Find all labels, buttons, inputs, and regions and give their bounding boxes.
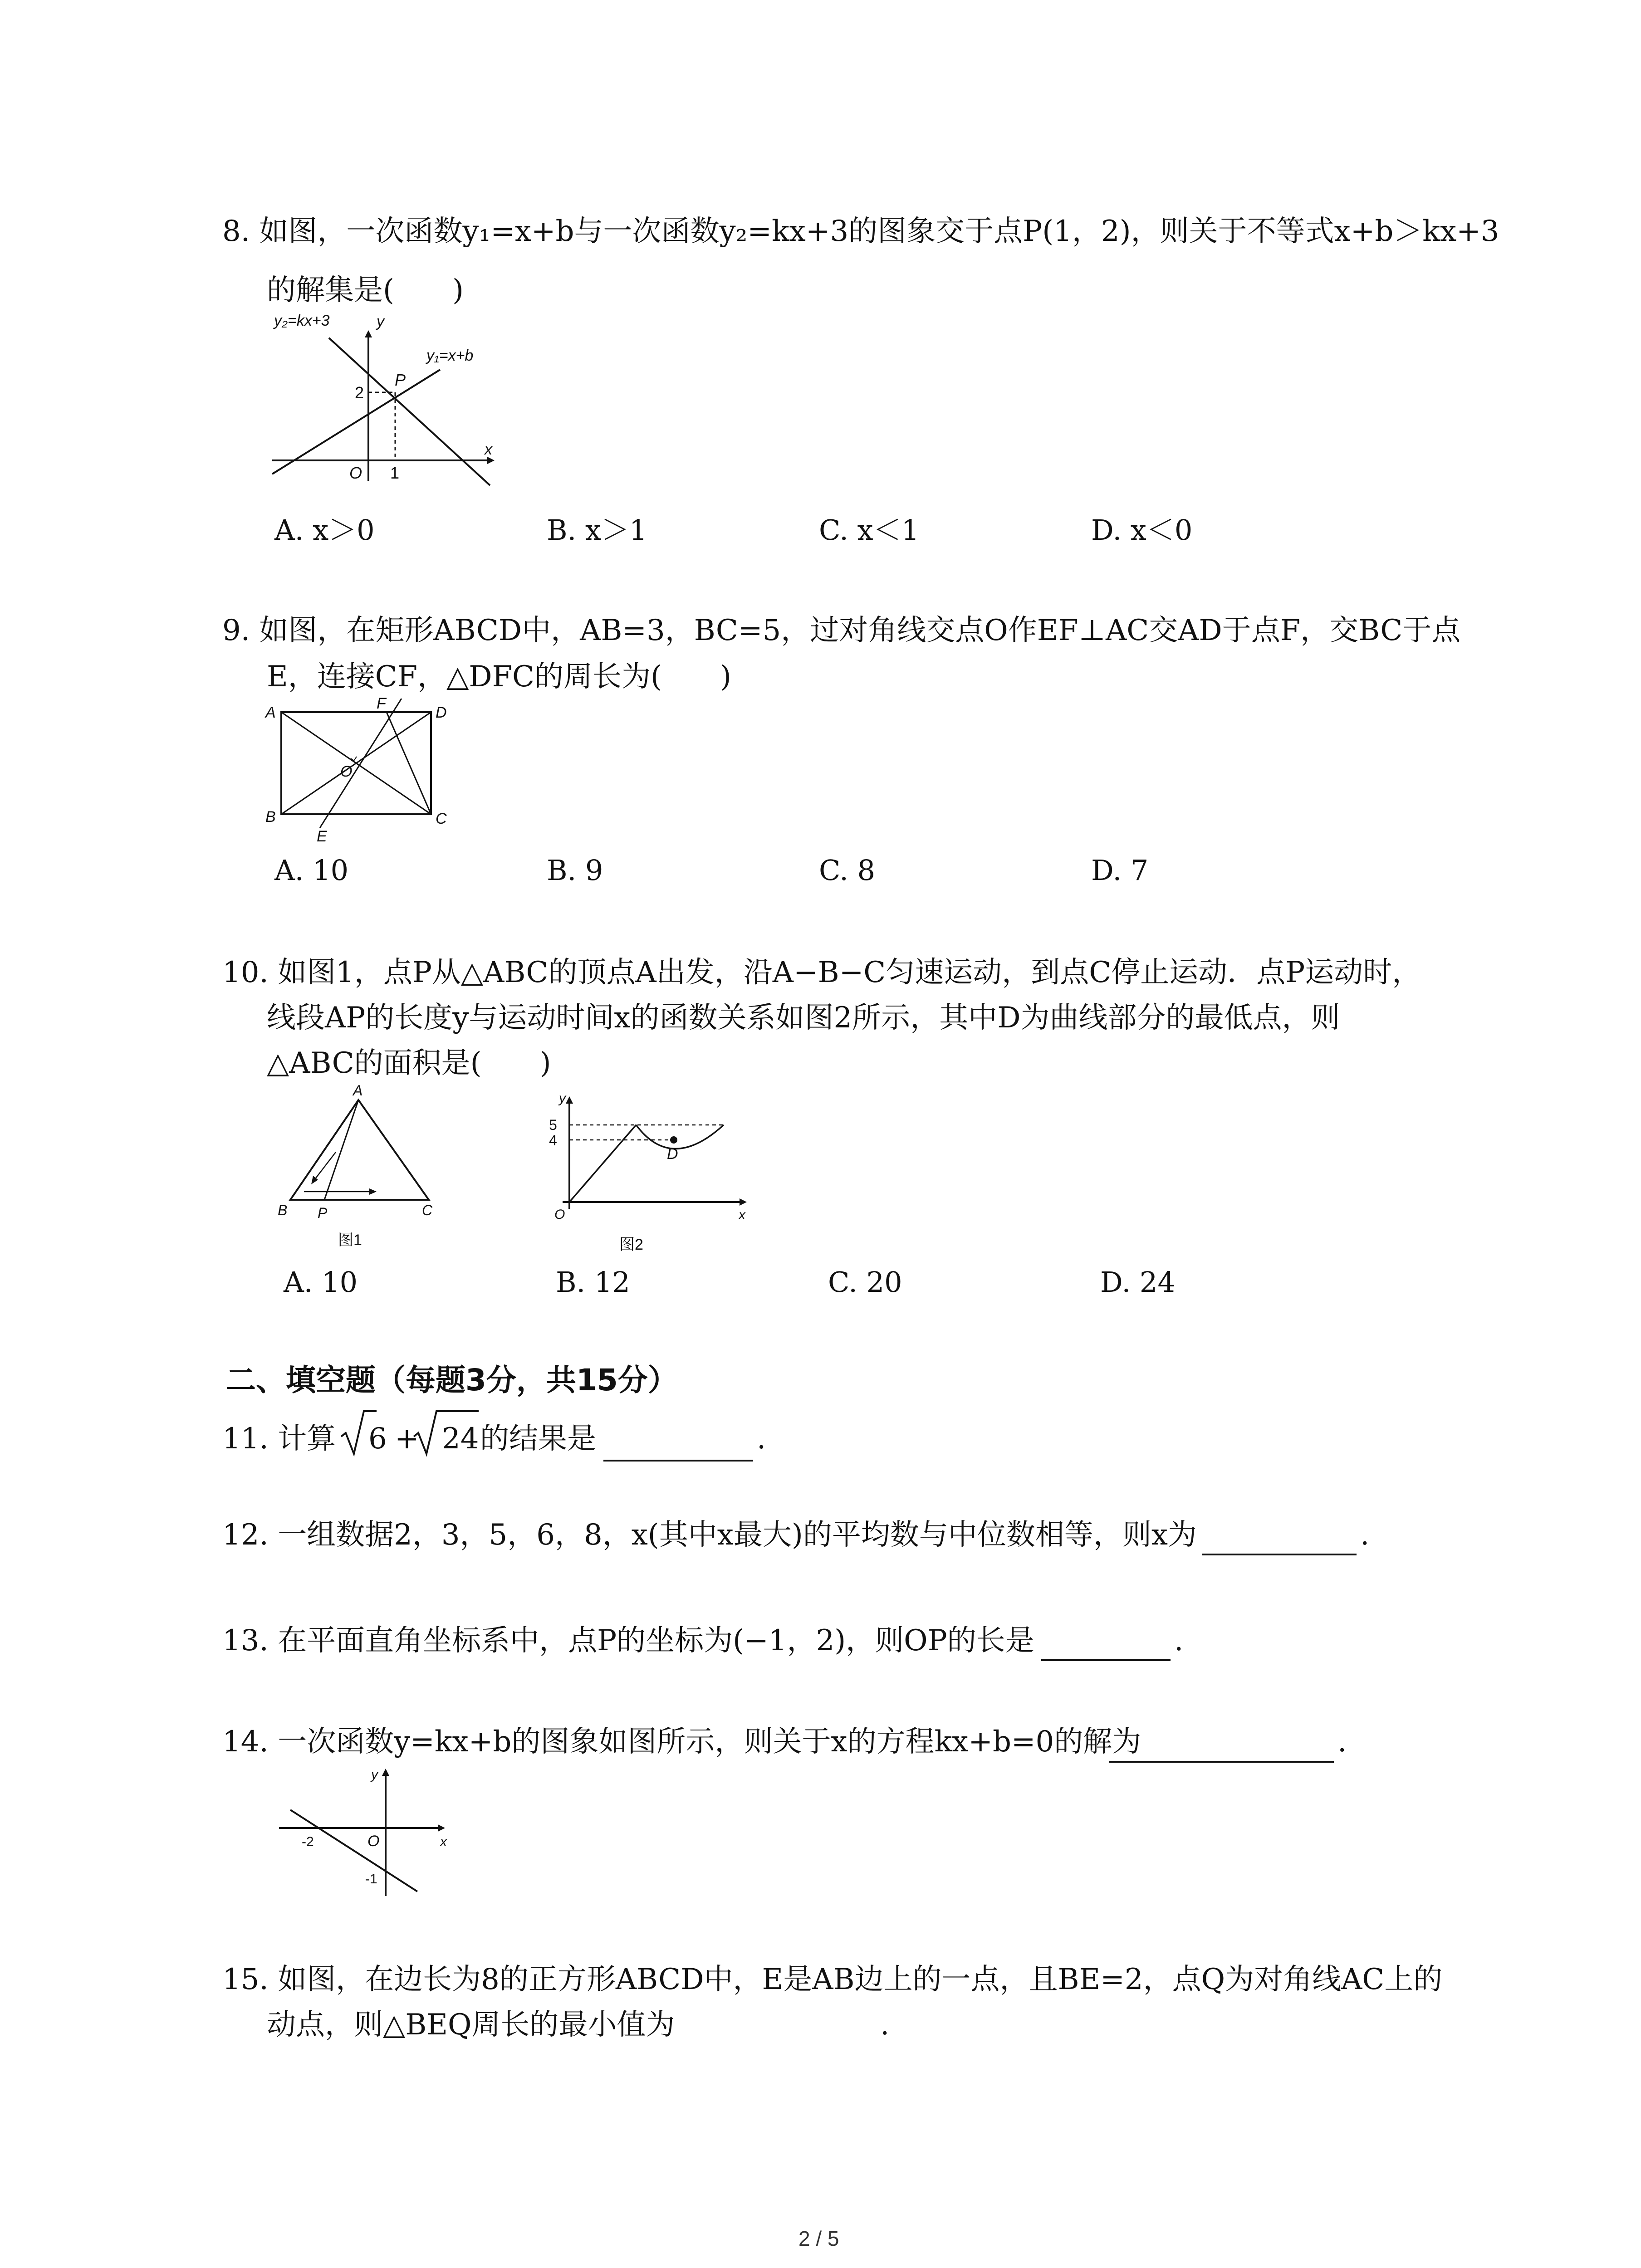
q10-fig1-label-B: B [278,1202,288,1218]
q8-label-1: 1 [390,464,400,482]
q9-label-D: D [436,704,447,721]
q8-label-O: O [349,464,362,482]
q13-text: 13. 在平面直角坐标系中，点P的坐标为(−1，2)，则OP的长是 [222,1624,1034,1657]
q8-label-y1: y₁=x+b [426,347,474,364]
q11-suffix: 的结果是 [480,1422,596,1456]
q14-y-arrow [382,1769,389,1776]
q8-label-y2: y₂=kx+3 [274,312,330,329]
q8-y-arrow [365,330,372,337]
q10-option-a: A. 10 [284,1266,358,1299]
q12-text: 12. 一组数据2，3，5，6，8，x(其中x最大)的平均数与中位数相等，则x为 [222,1518,1197,1552]
q10-line1: 10. 如图1，点P从△ABC的顶点A出发，沿A−B−C匀速运动，到点C停止运动．点P运动时， [222,956,1421,989]
q10-fig2-label-4: 4 [549,1132,557,1149]
q10-fig2-label-O: O [554,1207,565,1222]
q8-label-x: x [485,441,492,458]
q14-figure [272,1760,463,1905]
q14-label-minus2: -2 [302,1834,314,1849]
q10-fig2-y-arrow [566,1096,573,1104]
q10-fig1-label-C: C [422,1202,433,1218]
q10-option-c: C. 20 [828,1266,902,1299]
q14-label-x: x [440,1834,447,1849]
q10-segment-ap [324,1100,358,1200]
q14-label-y: y [371,1767,378,1782]
q9-label-B: B [265,808,276,826]
q14-x-arrow [438,1824,445,1832]
q15-line1: 15. 如图，在边长为8的正方形ABCD中，E是AB边上的一点，且BE=2，点Q为对角线AC上的 [222,1963,1443,1996]
q9-label-E: E [317,828,327,845]
q8-option-a: A. x＞0 [274,513,375,547]
q15-line2: 动点，则△BEQ周长的最小值为 [267,2008,675,2042]
q8-option-b: B. x＞1 [547,513,647,547]
q10-fig2-curve [636,1125,724,1149]
q11-prefix: 11. 计算 [222,1422,336,1456]
q10-figure-2 [535,1086,753,1259]
q9-label-F: F [377,695,386,712]
q11-plus: + [395,1422,419,1456]
q9-option-b: B. 9 [547,854,603,887]
q8-line2: 的解集是( ) [267,274,464,307]
q14-period: . [1337,1725,1347,1759]
q10-line3: △ABC的面积是( ) [267,1046,551,1080]
q11-radicand-2: 24 [442,1422,479,1456]
q10-option-d: D. 24 [1100,1266,1176,1299]
q12-period: . [1360,1518,1370,1552]
section-2-title: 二、填空题（每题3分，共15分） [226,1363,678,1398]
q14-label-O: O [367,1833,380,1850]
q10-fig1-caption: 图1 [338,1232,362,1249]
q14-answer-blank[interactable] [1109,1761,1334,1763]
q10-fig2-label-D: D [667,1145,678,1163]
q10-fig2-rise [569,1125,636,1202]
q9-option-d: D. 7 [1091,854,1149,887]
q15-period: . [880,2008,890,2042]
q10-fig2-point-d [670,1136,677,1144]
q8-label-y: y [377,313,384,330]
q13-period: . [1174,1624,1184,1657]
q14-label-minus1: -1 [365,1872,377,1887]
q14-text: 14. 一次函数y=kx+b的图象如图所示，则关于x的方程kx+b=0的解为 [222,1725,1141,1759]
q8-label-P: P [395,371,406,389]
q10-fig2-x-arrow [740,1198,747,1206]
q9-option-a: A. 10 [274,854,349,887]
q11-radicand-1: 6 [368,1422,387,1456]
q12-answer-blank[interactable] [1202,1554,1357,1555]
q11-answer-blank[interactable] [603,1460,753,1461]
q13-answer-blank[interactable] [1041,1659,1171,1661]
q9-line1: 9. 如图，在矩形ABCD中，AB=3，BC=5，过对角线交点O作EF⊥AC交AD于点F，交BC于点 [222,614,1461,647]
q9-option-c: C. 8 [819,854,876,887]
q10-fig1-label-A: A [353,1082,363,1099]
q11-period: . [757,1422,766,1456]
q8-label-2: 2 [355,383,364,402]
q8-figure [268,308,513,490]
q10-fig2-label-5: 5 [549,1117,557,1133]
q10-triangle [290,1100,429,1200]
q8-option-c: C. x＜1 [819,513,920,547]
q10-option-b: B. 12 [556,1266,630,1299]
q9-figure [263,695,454,845]
page-number: 2 / 5 [798,2227,839,2250]
q10-line2: 线段AP的长度y与运动时间x的函数关系如图2所示，其中D为曲线部分的最低点，则 [267,1001,1340,1035]
q10-base-arrowhead [369,1188,377,1195]
q9-label-C: C [436,810,447,827]
q9-line2: E，连接CF，△DFC的周长为( ) [267,660,731,694]
q10-fig2-label-x: x [739,1207,745,1222]
q10-fig2-label-y: y [559,1091,566,1106]
q9-label-A: A [265,704,276,721]
q10-fig1-label-P: P [318,1205,328,1221]
q9-label-O: O [340,763,353,780]
q8-option-d: D. x＜0 [1091,513,1193,547]
q8-line1: 8. 如图，一次函数y₁=x+b与一次函数y₂=kx+3的图象交于点P(1，2)，则关于不等式x+b＞kx+3 [222,215,1499,248]
q10-figure-1 [272,1082,445,1259]
q14-function-line [290,1810,417,1892]
q10-fig2-caption: 图2 [619,1236,643,1253]
